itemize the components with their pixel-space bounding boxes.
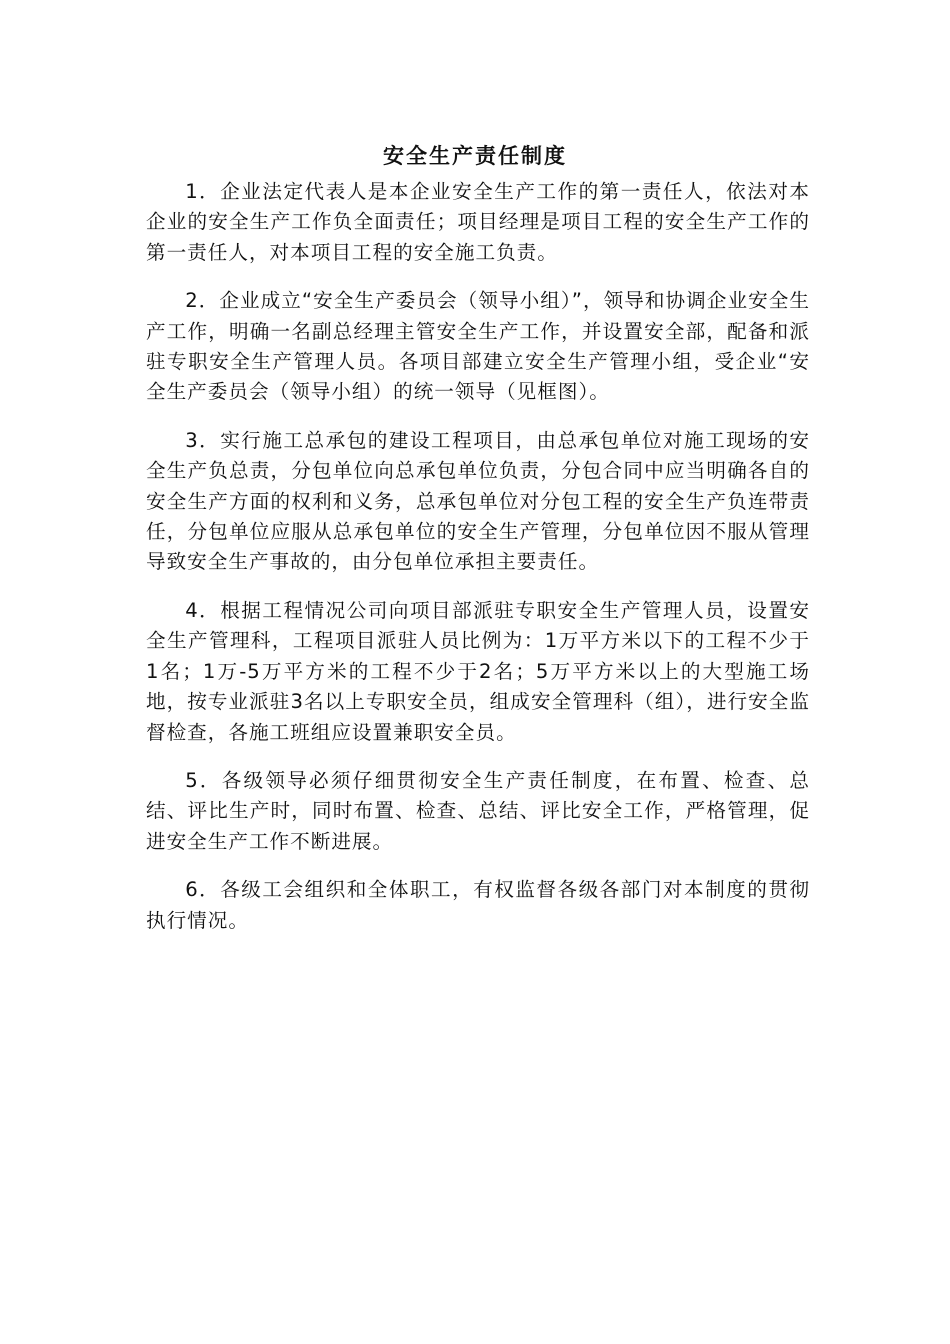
paragraph-2: 2．企业成立“安全生产委员会（领导小组）”，领导和协调企业安全生产工作，明确一名副总经理主管安全生产工作，并设置安全部，配备和派驻专职安全生产管理人员。各项目部建立安全生产管理小组，受企业“安全生产委员会（领导小组）的统一领导（见框图）。 bbox=[146, 289, 810, 404]
paragraph-4: 4．根据工程情况公司向项目部派驻专职安全生产管理人员，设置安全生产管理科，工程项目派驻人员比例为：1万平方米以下的工程不少于1名；1万-5万平方米的工程不少于2名；5万平方米以上的大型施工场地，按专业派驻3名以上专职安全员，组成安全管理科（组），进行安全监督检查，各施工班组应设置兼职安全员。 bbox=[146, 598, 810, 744]
paragraph-5: 5．各级领导必须仔细贯彻安全生产责任制度，在布置、检查、总结、评比生产时，同时布置、检查、总结、评比安全工作，严格管理，促进安全生产工作不断进展。 bbox=[146, 768, 810, 853]
paragraph-1: 1．企业法定代表人是本企业安全生产工作的第一责任人，依法对本企业的安全生产工作负全面责任；项目经理是项目工程的安全生产工作的第一责任人，对本项目工程的安全施工负责。 bbox=[146, 180, 810, 264]
paragraph-3: 3．实行施工总承包的建设工程项目，由总承包单位对施工现场的安全生产负总责，分包单位向总承包单位负责，分包合同中应当明确各自的安全生产方面的权利和义务，总承包单位对分包工程的安全生产负连带责任，分包单位应服从总承包单位的安全生产管理，分包单位因不服从管理导致安全生产事故的，由分包单位承担主要责任。 bbox=[146, 428, 810, 574]
paragraph-6: 6．各级工会组织和全体职工，有权监督各级各部门对本制度的贯彻执行情况。 bbox=[146, 878, 810, 932]
document-title: 安全生产责任制度 bbox=[383, 144, 567, 168]
document-body bbox=[146, 177, 810, 954]
